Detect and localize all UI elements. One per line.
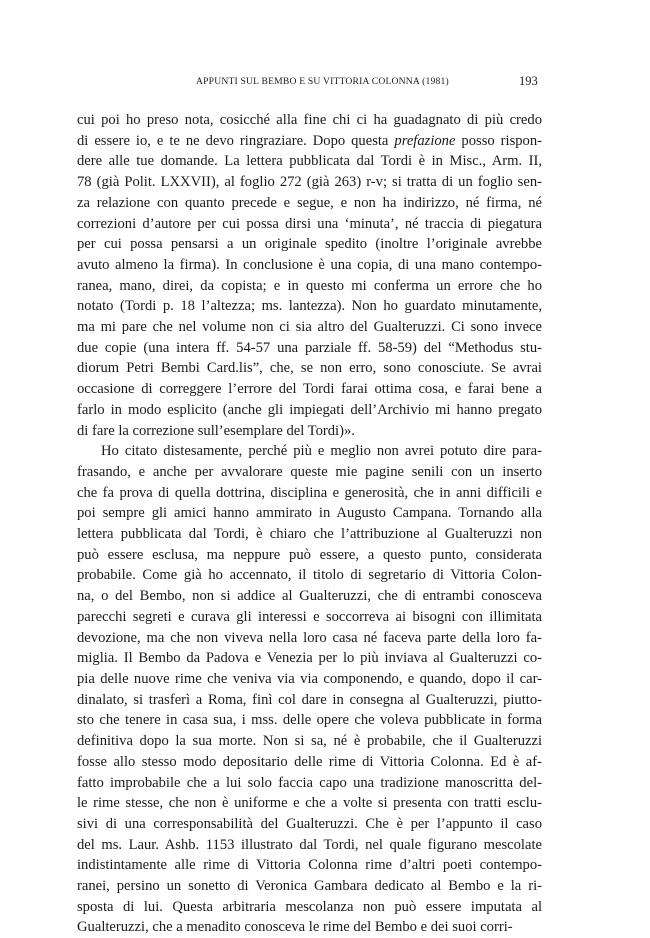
text-line: cui poi ho preso nota, cosicché alla fine chi ci ha guadagnato di più credo xyxy=(77,112,542,128)
text-line: di fare la correzione sull’esemplare del Tordi)». xyxy=(77,422,355,439)
text-line: correzioni d’autore per cui possa dirsi una ‘minuta’, né traccia di piegatura xyxy=(77,215,542,232)
text-line: le rime stesse, che non è uniforme e che a volte si presenta con tratti esclu- xyxy=(77,795,542,812)
running-head: APPUNTI SUL BEMBO E SU VITTORIA COLONNA (1981) xyxy=(196,76,449,87)
text-line: ma mi pare che nel volume non ci sia altro del Gualteruzzi. Ci sono invece xyxy=(77,319,542,336)
text-line: indistintamente alle rime di Vittoria Colonna rime d’altri poeti contempo- xyxy=(77,857,542,874)
text-line: dinalato, si trasferì a Roma, finì col dare in consegna al Gualteruzzi, piutto- xyxy=(77,691,542,708)
text-line: sto che tenere in casa sua, i mss. delle opere che voleva pubblicate in forma xyxy=(77,712,542,729)
text-line: ranea, mano, direi, da copista; e in questo mi conferma un errore che ho xyxy=(77,277,542,294)
text-line: pia delle nuove rime che veniva via via componendo, e quando, dopo il car- xyxy=(77,670,542,687)
paragraph xyxy=(77,110,542,441)
paragraph xyxy=(77,441,542,938)
text-line: 78 (già Polit. LXXVII), al foglio 272 (già 263) r-v; si tratta di un foglio sen- xyxy=(77,174,542,191)
text-line: frasando, e anche per avvalorare queste mie pagine senili con un inserto xyxy=(77,463,542,480)
text-line: lettera pubblicata dal Tordi, è chiaro che l’attribuzione al Gualteruzzi non xyxy=(77,526,542,543)
text-line: miglia. Il Bembo da Padova e Venezia per lo più inviava al Gualteruzzi co- xyxy=(77,650,542,667)
text-line: occasione di correggere l’errore del Tordi farai ottima cosa, e farai bene a xyxy=(77,381,542,398)
text-line: ranei, persino un sonetto di Veronica Gambara dedicato al Bembo e la ri- xyxy=(77,878,542,895)
text-line: parecchi segreti e curava gli interessi e soccorreva ai bisogni con illimitata xyxy=(77,608,542,625)
text-line: Ho citato distesamente, perché più e meglio non avrei potuto dire para- xyxy=(101,443,542,460)
text-line: per cui possa pensarsi a un originale spedito (inoltre l’originale avrebbe xyxy=(77,236,542,253)
text-line: sposta di lui. Questa arbitraria mescolanza non può essere imputata al xyxy=(77,898,542,915)
body-text xyxy=(77,110,542,938)
text-line: due copie (una intera ff. 54-57 una parziale ff. 58-59) del “Methodus stu- xyxy=(77,339,542,356)
text-line: Gualteruzzi, che a menadito conosceva le rime del Bembo e dei suoi corri- xyxy=(77,919,513,936)
text-line: fosse allo stesso modo depositario delle rime di Vittoria Colonna. Ed è af- xyxy=(77,753,542,770)
text-line: di essere io, e te ne devo ringraziare. Dopo questa prefazione posso rispon- xyxy=(77,132,542,149)
text-line: può essere esclusa, ma neppure può essere, a questo punto, considerata xyxy=(77,546,542,563)
text-line: fatto improbabile che a lui solo faccia capo una tradizione manoscritta del- xyxy=(77,774,542,791)
text-line: del ms. Laur. Ashb. 1153 illustrato dal Tordi, nel quale figurano mescolate xyxy=(77,836,542,853)
text-line: notato (Tordi p. 18 l’altezza; ms. lantezza). Non ho guardato minutamente, xyxy=(77,298,542,315)
text-line: farlo in modo esplicito (anche gli impiegati dell’Archivio mi hanno pregato xyxy=(77,401,542,418)
text-line: definitiva dopo la sua morte. Non si sa, né è probabile, che il Gualteruzzi xyxy=(77,733,542,750)
text-line: za relazione con quanto precede e segue, e non ha indirizzo, né firma, né xyxy=(77,194,542,211)
text-line: devozione, ma che non viveva nella loro casa né faceva parte della loro fa- xyxy=(77,629,542,646)
text-line: dere alle tue domande. La lettera pubblicata dal Tordi è in Misc., Arm. II, xyxy=(77,153,542,170)
text-line: poi sempre gli amici hanno ammirato in Augusto Campana. Tornando alla xyxy=(77,505,542,522)
text-line: avuto almeno la firma). In conclusione è una copia, di una mano contempo- xyxy=(77,256,542,273)
text-line: che fa prova di quella dottrina, disciplina e generosità, che in anni difficili e xyxy=(77,484,542,501)
text-line: diorum Petri Bembi Card.lis”, che, se non erro, sono conosciute. Se avrai xyxy=(77,360,542,377)
page-number: 193 xyxy=(519,74,538,88)
text-line: na, o del Bembo, non si addice al Gualteruzzi, che di entrambi conosceva xyxy=(77,588,542,605)
text-line: probabile. Come già ho accennato, il titolo di segretario di Vittoria Colon- xyxy=(77,567,542,584)
text-line: sivi di una corresponsabilità del Gualteruzzi. Che è per l’appunto il caso xyxy=(77,815,542,832)
